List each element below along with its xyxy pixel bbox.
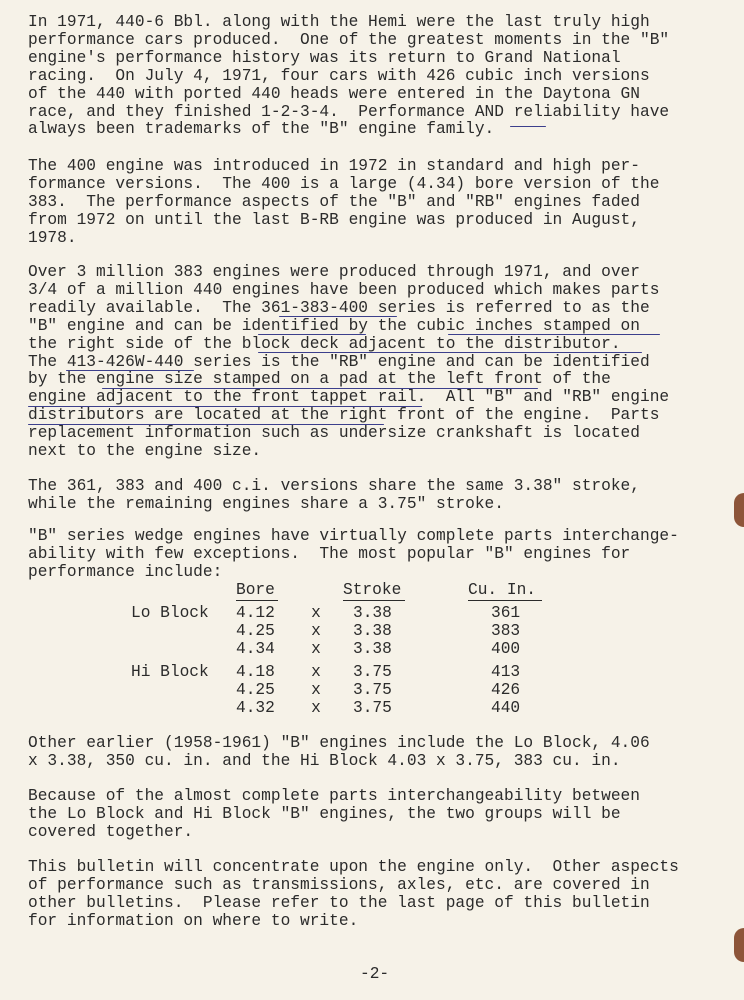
paragraph-stroke: The 361, 383 and 400 c.i. versions share the same 3.38" stroke, while the remaining engines share a 3.75" stroke. — [28, 477, 640, 513]
header-stroke-underline — [343, 600, 405, 601]
header-bore-underline — [236, 600, 278, 601]
times-sign: x — [311, 622, 321, 640]
paragraph-interchangeability: "B" series wedge engines have virtually complete parts interchange- ability with few exceptions. The most popular "B" engines for performance include: — [28, 527, 679, 581]
paragraph-groups: Because of the almost complete parts interchangeability between the Lo Block and Hi Block "B" engines, the two groups will be covered together. — [28, 787, 640, 841]
header-cu-in-underline — [468, 600, 542, 601]
table-cell: 413 — [491, 663, 521, 681]
paragraph-engine-identification: Over 3 million 383 engines were produced through 1971, and over 3/4 of a million 440 engines have been produced which makes parts readily available. The 361-383-400 series is referred to as the "B" engine and can be identified by the cubic inches stamped on the right side of the block deck adjacent to the distributor. The 413-426W-440 series is the "RB" engine and can be identified by the engine size stamped on a pad at the left front of the engine adjacent to the front tappet rail. All "B" and "RB" engine distributors are located at the right front of the engine. Parts replacement information such as undersize crankshaft is located next to the engine size. — [28, 263, 670, 461]
pen-underline — [28, 406, 422, 407]
times-sign: x — [311, 604, 321, 622]
table-cell: 3.75 — [353, 681, 392, 699]
header-stroke: Stroke — [343, 581, 402, 599]
times-sign: x — [311, 681, 321, 699]
table-cell: 3.75 — [353, 699, 392, 717]
pen-underline — [66, 370, 194, 371]
times-sign: x — [311, 640, 321, 658]
paragraph-earlier-engines: Other earlier (1958-1961) "B" engines include the Lo Block, 4.06 x 3.38, 350 cu. in. and the Hi Block 4.03 x 3.75, 383 cu. in. — [28, 734, 650, 770]
page-number: -2- — [360, 965, 390, 983]
pen-underline — [102, 388, 538, 389]
binding-hole-mark — [734, 493, 744, 527]
table-cell: 3.38 — [353, 604, 392, 622]
paragraph-bulletin-scope: This bulletin will concentrate upon the engine only. Other aspects of performance such as transmissions, axles, etc. are covered in other bulletins. Please refer to the last page of this bulletin for information on where to write. — [28, 858, 679, 930]
paragraph-400-engine: The 400 engine was introduced in 1972 in standard and high per- formance versions. The 400 is a large (4.34) bore version of the 383. The performance aspects of the "B" and "RB" engines faded from 1972 on until the last B-RB engine was produced in August, 1978. — [28, 157, 660, 247]
pen-underline — [510, 126, 546, 127]
pen-underline — [279, 316, 397, 317]
table-cell: 4.12 — [236, 604, 275, 622]
table-cell: 4.25 — [236, 622, 275, 640]
table-cell: 361 — [491, 604, 521, 622]
table-cell: 4.32 — [236, 699, 275, 717]
header-cu-in: Cu. In. — [468, 581, 536, 599]
binding-hole-mark — [734, 928, 744, 962]
times-sign: x — [311, 699, 321, 717]
paragraph-1971-history: In 1971, 440-6 Bbl. along with the Hemi were the last truly high performance cars produced. One of the greatest moments in the "B" engine's performance history was its return to Grand National racing. On July 4, 1971, four cars with 426 cubic inch versions of the 440 with ported 440 heads were entered in the Daytona GN race, and they finished 1-2-3-4. Performance AND reliability have always been trademarks of the "B" engine family. — [28, 13, 670, 139]
pen-underline — [28, 424, 384, 425]
times-sign: x — [311, 663, 321, 681]
pen-underline — [258, 334, 366, 335]
table-cell: 383 — [491, 622, 521, 640]
table-cell: 4.18 — [236, 663, 275, 681]
header-bore: Bore — [236, 581, 275, 599]
table-cell: 426 — [491, 681, 521, 699]
table-cell: 3.75 — [353, 663, 392, 681]
table-cell: 4.34 — [236, 640, 275, 658]
table-cell: 4.25 — [236, 681, 275, 699]
pen-underline — [448, 334, 660, 335]
table-cell: 3.38 — [353, 622, 392, 640]
table-cell: 400 — [491, 640, 521, 658]
table-cell: 3.38 — [353, 640, 392, 658]
lo-block-label: Lo Block — [131, 604, 209, 622]
table-cell: 440 — [491, 699, 521, 717]
pen-underline — [258, 352, 642, 353]
hi-block-label: Hi Block — [131, 663, 209, 681]
